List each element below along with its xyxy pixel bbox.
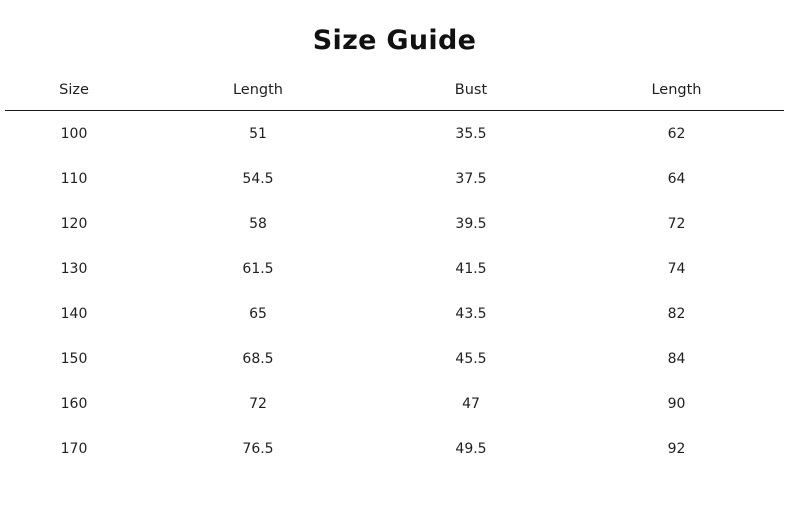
cell-length-2: 84	[667, 350, 686, 367]
cell-bust: 41.5	[455, 260, 487, 277]
cell-length-1: 51	[249, 125, 267, 142]
cell-length-2: 74	[667, 260, 686, 277]
table-row	[5, 246, 784, 291]
table-row	[5, 111, 784, 157]
cell-bust: 43.5	[455, 305, 487, 322]
cell-length-1: 72	[249, 395, 267, 412]
cell-bust: 45.5	[455, 350, 487, 367]
cell-size: 100	[60, 125, 88, 142]
cell-size: 110	[60, 170, 88, 187]
table-row	[5, 156, 784, 201]
table-row	[5, 336, 784, 381]
cell-length-2: 62	[667, 125, 686, 142]
column-header-size: Size	[5, 76, 143, 111]
table-header-row	[5, 76, 784, 111]
cell-length-1: 68.5	[242, 350, 274, 367]
column-header-bust: Bust	[373, 76, 569, 111]
cell-bust: 49.5	[455, 440, 487, 457]
cell-bust: 39.5	[455, 215, 487, 232]
cell-length-2: 72	[667, 215, 686, 232]
cell-size: 120	[60, 215, 88, 232]
cell-length-1: 58	[249, 215, 267, 232]
cell-size: 150	[60, 350, 88, 367]
table-row	[5, 201, 784, 246]
page-title: Size Guide	[312, 25, 477, 56]
cell-size: 160	[60, 395, 88, 412]
cell-bust: 35.5	[455, 125, 487, 142]
cell-length-1: 61.5	[242, 260, 274, 277]
cell-length-2: 82	[667, 305, 686, 322]
size-guide-page	[0, 24, 789, 514]
cell-bust: 47	[462, 395, 480, 412]
column-header-length-1: Length	[143, 76, 373, 111]
table-row	[5, 426, 784, 471]
cell-length-2: 64	[667, 170, 686, 187]
cell-size: 170	[60, 440, 88, 457]
column-header-length-2: Length	[569, 76, 784, 111]
cell-size: 140	[60, 305, 88, 322]
size-guide-table	[5, 76, 784, 471]
cell-length-1: 76.5	[242, 440, 274, 457]
cell-length-1: 65	[249, 305, 267, 322]
cell-size: 130	[60, 260, 88, 277]
cell-length-2: 92	[667, 440, 686, 457]
cell-bust: 37.5	[455, 170, 487, 187]
cell-length-2: 90	[667, 395, 686, 412]
cell-length-1: 54.5	[242, 170, 274, 187]
table-row	[5, 291, 784, 336]
table-row	[5, 381, 784, 426]
